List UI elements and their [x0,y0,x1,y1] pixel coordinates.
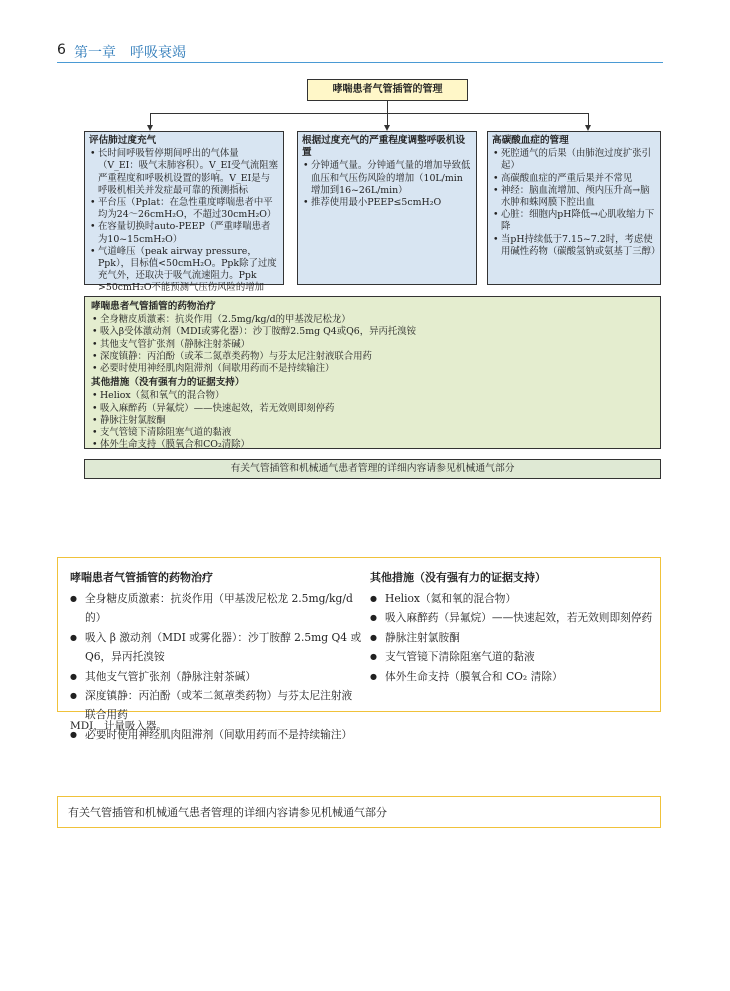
list-item: • 平台压（Pplat：在急性重度哮喘患者中平均为24～26cmH₂O，不超过30cmH₂O） [89,197,279,221]
list-item: • 必要时使用神经肌肉阻滞剂（间歇用药而不是持续输注） [91,363,654,375]
drug-heading: 哮喘患者气管插管的药物治疗 [91,301,216,312]
list-item: • 心脏：细胞内pH降低→心肌收缩力下降 [492,209,656,233]
list-item: • 支气管镜下清除阻塞气道的黏液 [91,427,654,439]
flowchart-title: 哮喘患者气管插管的管理 [332,84,443,95]
textbox-right-column [370,569,655,686]
list-item: • 推荐使用最小PEEP≤5cmH₂O [302,197,472,209]
ventilator-heading: 根据过度充气的严重程度调整呼吸机设置 [302,135,466,159]
connector-horizontal [150,113,588,114]
list-item: ● 全身糖皮质激素：抗炎作用（甲基泼尼松龙 2.5mg/kg/d 的） [70,589,368,628]
assess-heading: 评估肺过度充气 [89,135,157,146]
list-item: • 在容量切换时auto-PEEP（严重哮喘患者为10~15cmH₂O） [89,221,279,245]
list-item: • 吸入麻醉药（异氟烷）——快速起效，若无效则即刻停药 [91,403,654,415]
list-item: • Heliox（氦和氧气的混合物） [91,390,654,402]
hypercapnia-heading: 高碳酸血症的管理 [492,135,569,146]
assess-list [89,148,279,294]
list-item: ● 必要时使用神经肌肉阻滞剂（间歇用药而不是持续输注） [70,725,368,744]
flowchart-footer-note: 有关气管插管和机械通气患者管理的详细内容请参见机械通气部分 [230,463,515,474]
ventilator-list [302,160,472,209]
hypercapnia-box [487,131,661,285]
bottom-note: 有关气管插管和机械通气患者管理的详细内容请参见机械通气部分 [68,806,387,819]
list-item: ● Heliox（氦和氧的混合物） [370,589,655,608]
list-item: ● 深度镇静：丙泊酚（或苯二氮䓬类药物）与芬太尼注射液 [70,686,368,705]
assess-hyperinflation-box [84,131,284,294]
list-item: • 当pH持续低于7.15~7.2时，考虑使用碱性药物（碳酸氢钠或氨基丁三醇） [492,234,656,258]
textbox-right-heading: 其他措施（没有强有力的证据支持） [370,571,546,584]
list-item-continuation: 联合用药 [85,708,128,722]
list-item: • 深度镇静：丙泊酚（或苯二氮䓬类药物）与芬太尼注射液联合用药 [91,351,654,363]
drug-list [91,314,654,375]
drug-therapy-box [84,296,661,449]
hypercapnia-list [492,148,661,258]
list-item: • 吸入β受体激动剂（MDI或雾化器）：沙丁胺醇2.5mg Q4或Q6，异丙托溴铵 [91,326,654,338]
abbreviation-note: MDI，计量吸入器。 [70,720,167,732]
flowchart-footer-box [84,459,661,479]
page-number: 6 [57,42,66,58]
list-item: ● 吸入 β 激动剂（MDI 或雾化器）：沙丁胺醇 2.5mg Q4 或 [70,628,368,647]
list-item: ● 支气管镜下清除阻塞气道的黏液 [370,647,655,666]
list-item: • 其他支气管扩张剂（静脉注射茶碱） [91,339,654,351]
list-item: • 高碳酸血症的严重后果并不常见 [492,173,656,185]
ventilator-adjust-box [297,131,477,285]
other-measures-heading: 其他措施（没有强有力的证据支持） [91,377,245,389]
list-item: • 气道峰压（peak airway pressure，Ppk），目标值<50cmH₂O。Ppk除了过度充气外，还取决于吸气流速阻力。Ppk >50cmH₂O不能预测气压伤风险的增加 [89,246,279,295]
chapter-title: 第一章 呼吸衰竭 [74,45,186,61]
list-item: ● 静脉注射氯胺酮 [370,628,655,647]
list-item: ● 体外生命支持（膜氧合和 CO₂ 清除） [370,667,655,686]
list-item-continuation: Q6，异丙托溴铵 [85,650,165,664]
flowchart-title-box [307,79,468,101]
list-item: • 分钟通气量。分钟通气量的增加导致低血压和气压伤风险的增加（10L/min增加到16~26L/min） [302,160,472,197]
list-item: • 全身糖皮质激素：抗炎作用（2.5mg/kg/d的甲基泼尼松龙） [91,314,654,326]
textbox-left-heading: 哮喘患者气管插管的药物治疗 [70,571,213,584]
list-item: ● 吸入麻醉药（异氟烷）——快速起效，若无效则即刻停药 [370,608,655,627]
list-item: • 长时间呼吸暂停期间呼出的气体量（V_EI：吸气末肺容积）。V_EI受气流阻塞严重程度和呼吸机设置的影响。V_EI是与呼吸机相关并发症最可靠的预测指标 [89,148,279,197]
list-item: ● 其他支气管扩张剂（静脉注射茶碱） [70,667,368,686]
list-item: • 神经：脑血流增加、颅内压升高→脑水肿和蛛网膜下腔出血 [492,185,656,209]
list-item: • 死腔通气的后果（由肺泡过度扩张引起） [492,148,656,172]
list-item: • 体外生命支持（膜氧合和CO₂清除） [91,439,654,451]
bottom-note-box [57,796,661,828]
textbox-right-list [370,589,655,686]
other-measures-list [91,390,654,451]
header-rule [57,62,663,63]
list-item: • 静脉注射氯胺酮 [91,415,654,427]
connector-stem [387,101,388,113]
